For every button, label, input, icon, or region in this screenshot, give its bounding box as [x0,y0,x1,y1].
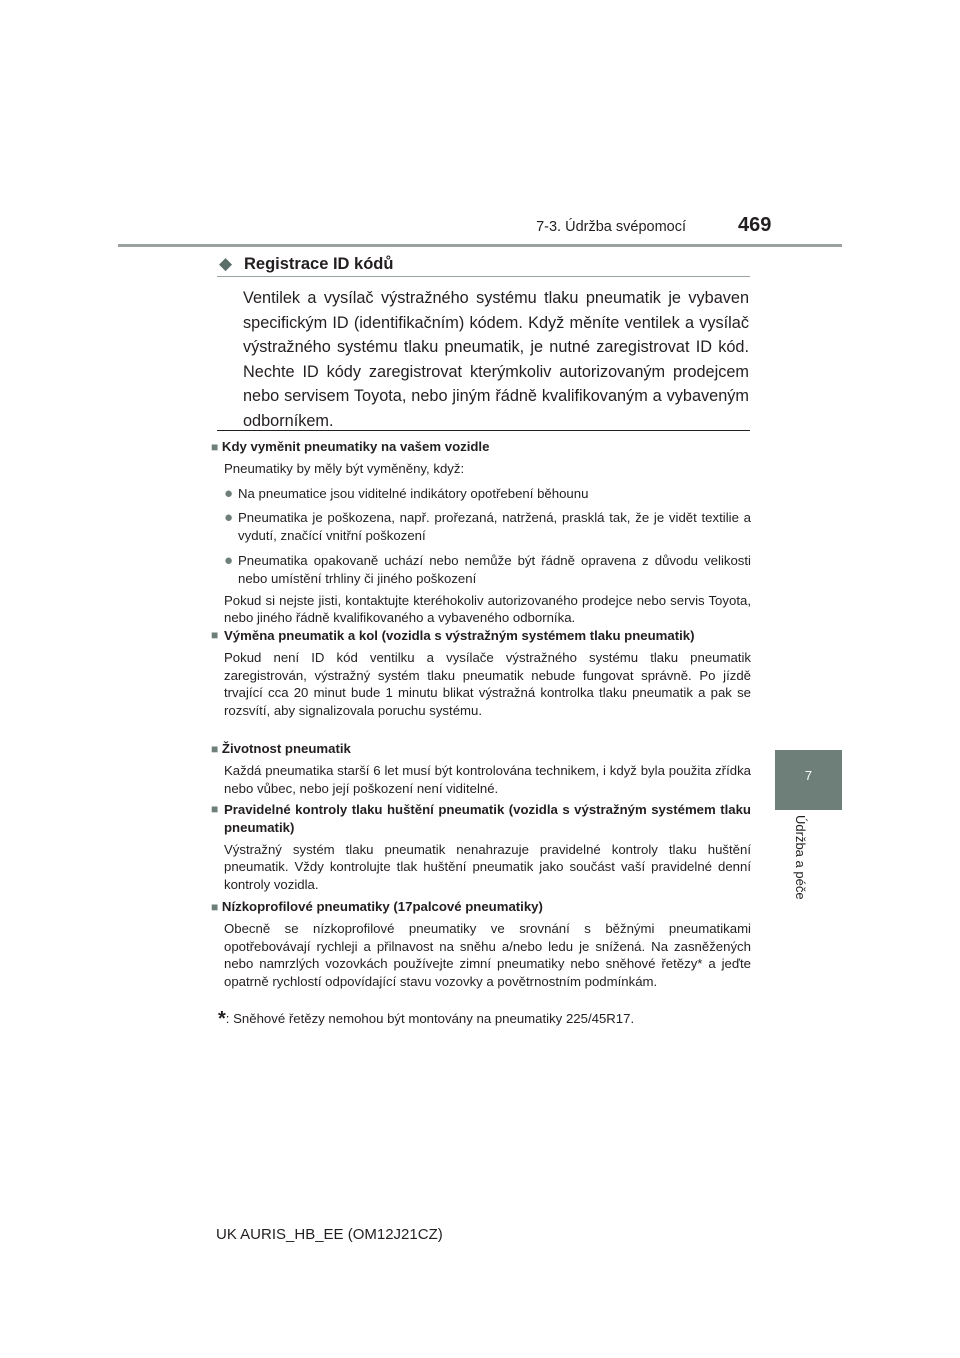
subsection-divider [217,276,750,277]
note-intro: Pneumatiky by měly být vyměněny, když: [224,460,465,476]
note-when-replace [211,438,751,627]
bullet-dot-icon: ● [224,551,234,569]
list-item-text: Pneumatika je poškozena, např. prořezaná, natržená, prasklá tak, že je vidět textilie a vydutí, značící vnitřní poškození [238,510,751,544]
section-divider [217,430,750,431]
list-item [211,485,751,503]
note-text: Obecně se nízkoprofilové pneumatiky ve srovnání s běžnými pneumatikami opotřebovávají rychleji a přilnavost na sněhu a/nebo ledu je snížená. Na zasněžených nebo namrzlých vozovkách používejte zimní pneumatiky nebo sněhové řetězy* a jeďte opatrně rychlostí odpovídající stavu vozovky a povětrnostním podmínkám. [224,920,751,990]
note-wheel-change [211,627,751,720]
footnote-marker: * [218,1008,226,1030]
bullet-dot-icon: ● [224,509,234,527]
document-code: UK AURIS_HB_EE (OM12J21CZ) [216,1226,443,1243]
section-title: 7-3. Údržba svépomocí [536,219,686,235]
chapter-number: 7 [804,768,813,783]
list-item-text: Pneumatika opakovaně uchází nebo nemůže být řádně opravena z důvodu velikosti nebo umístění trhliny či jiného poškození [238,552,751,586]
header-divider [118,244,842,247]
chapter-label: Údržba a péče [793,815,808,900]
square-bullet-icon: ■ [211,628,219,642]
note-text: Výstražný systém tlaku pneumatik nenahrazuje pravidelné kontroly tlaku huštění pneumatik. Vždy kontrolujte tlak huštění pneumatik jako součást vaší pravidelné denní kontroly vozidla. [224,841,751,893]
list-item [211,509,751,545]
note-title: Výměna pneumatik a kol (vozidla s výstražným systémem tlaku pneumatik) [224,628,695,643]
square-bullet-icon: ■ [211,802,219,816]
square-bullet-icon: ■ [211,742,219,756]
list-item [211,552,751,588]
bullet-dot-icon: ● [224,484,234,502]
footnote-text: : Sněhové řetězy nemohou být montovány na pneumatiky 225/45R17. [225,1011,635,1026]
page-number: 469 [738,214,772,236]
square-bullet-icon: ■ [211,900,219,914]
subsection-text: Ventilek a vysílač výstražného systému tlaku pneumatik je vybaven specifickým ID (identifikačním) kódem. Když měníte ventilek a vysílač výstražného systému tlaku pneumatik, je nutné zaregistrovat ID kód. Nechte ID kódy zaregistrovat kterýmkoliv autorizovaným prodejcem nebo servisem Toyota, nebo jiným řádně kvalifikovaným a vybaveným odborníkem. [243,289,749,430]
note-title: Kdy vyměnit pneumatiky na vašem vozidle [221,439,490,454]
footnote [218,1010,634,1029]
note-title: Nízkoprofilové pneumatiky (17palcové pneumatiky) [221,899,543,914]
note-text: Pokud si nejste jisti, kontaktujte kteréhokoliv autorizovaného prodejce nebo servis Toyota, nebo jiného řádně kvalifikovaného a vybaveného odborníka. [224,592,751,626]
note-text: Pokud není ID kód ventilku a vysílače výstražného systému tlaku pneumatik zaregistrován, výstražný systém tlaku pneumatik nebude fungovat správně. Po jízdě trvající cca 20 minut bude 1 minutu blikat výstražná kontrolka tlaku pneumatik a pak se rozsvítí, aby signalizovala poruchu systému. [224,649,751,719]
list-item-text: Na pneumatice jsou viditelné indikátory opotřebení běhounu [238,485,589,501]
note-title: Pravidelné kontroly tlaku huštění pneumatik (vozidla s výstražným systémem tlaku pneumatik) [224,802,751,835]
note-tire-life [211,740,751,797]
subsection-title: Registrace ID kódů [244,255,394,273]
diamond-icon: ◆ [219,254,233,273]
note-pressure-checks [211,801,751,894]
note-title: Životnost pneumatik [221,741,351,756]
note-text: Každá pneumatika starší 6 let musí být kontrolována technikem, i když byla použita zřídka nebo vůbec, nebo její poškození není viditelné. [224,762,751,796]
note-low-profile [211,898,751,991]
square-bullet-icon: ■ [211,440,219,454]
